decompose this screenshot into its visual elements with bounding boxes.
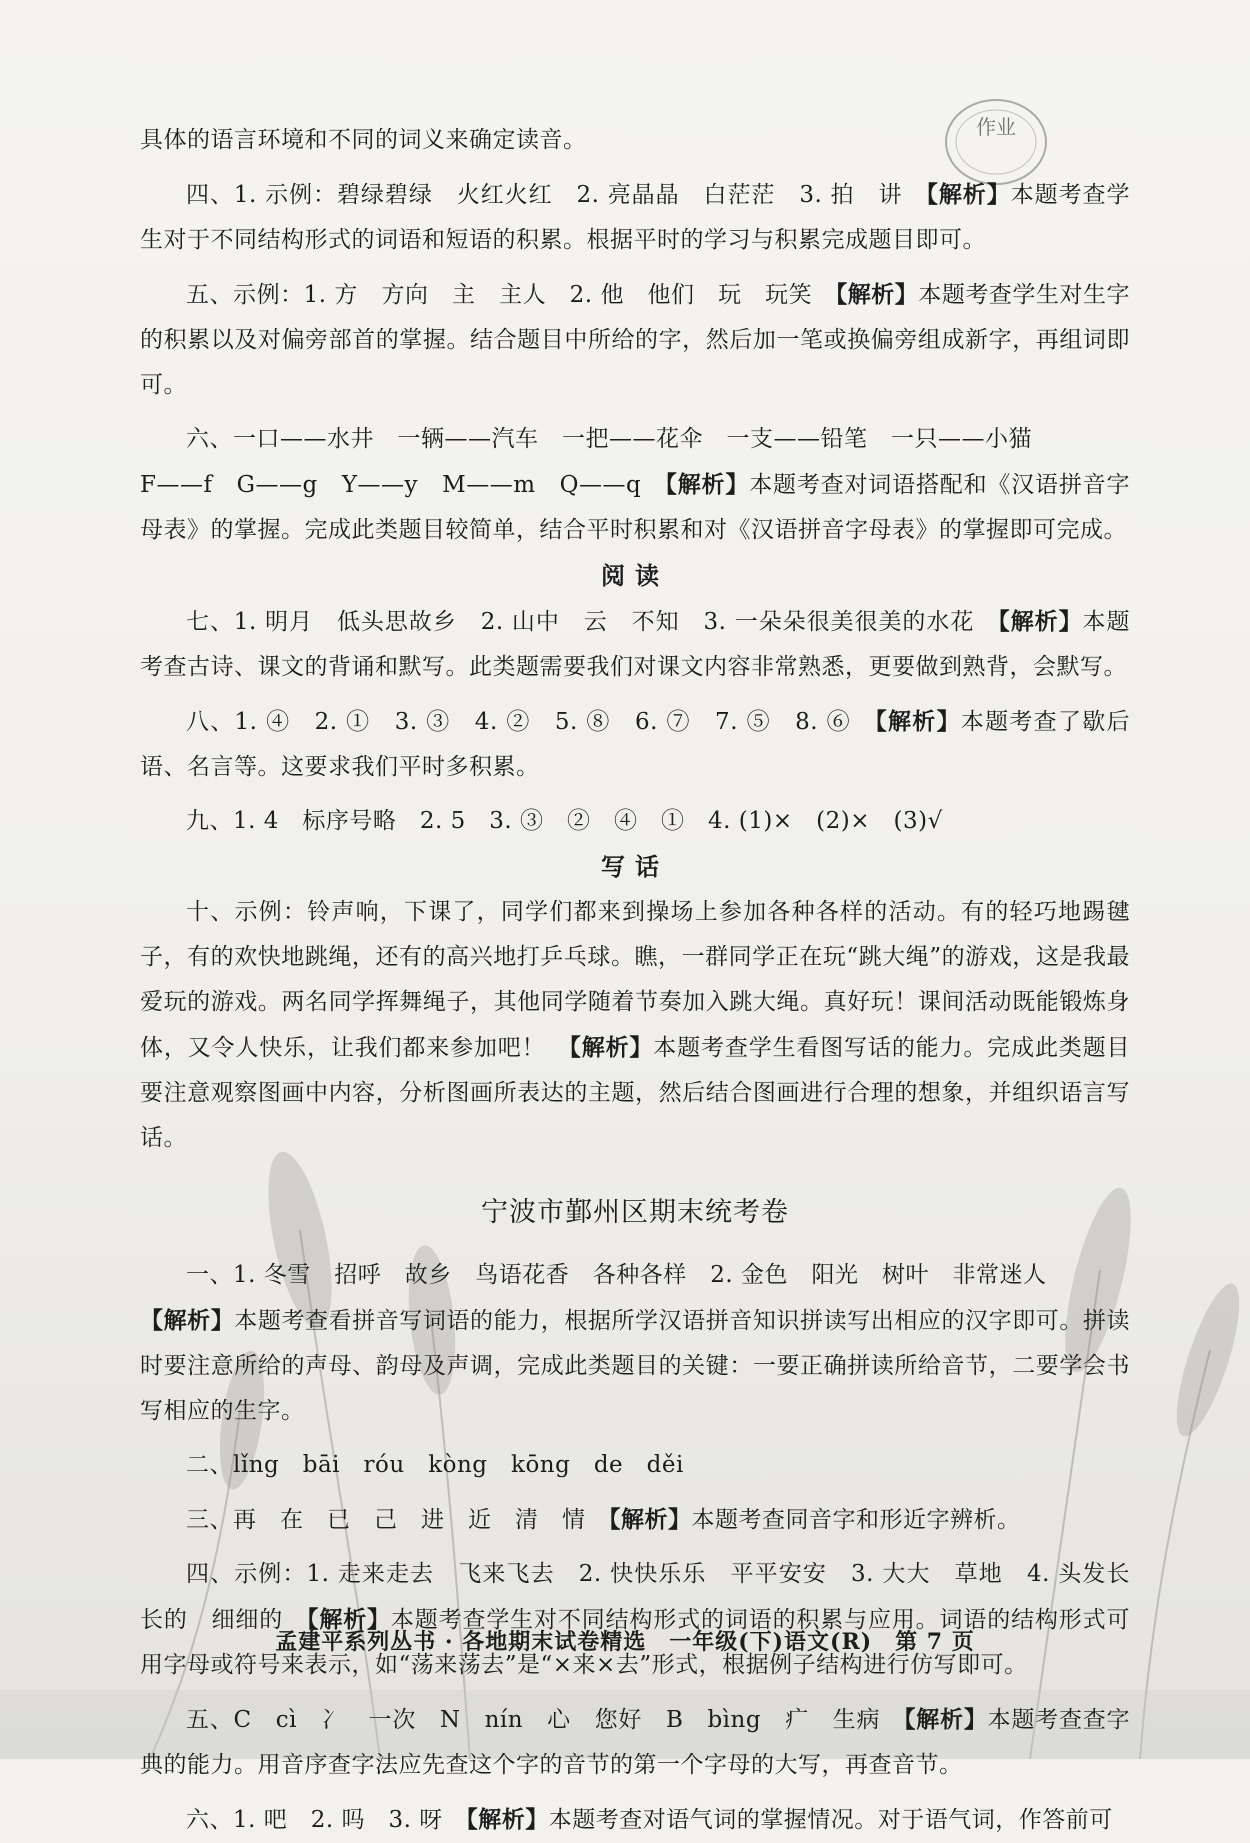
analysis-tag: 【解析】	[466, 1806, 549, 1833]
exam-title: 宁波市鄞州区期末统考卷	[481, 1197, 789, 1228]
analysis-tag: 【解析】	[998, 608, 1083, 635]
answer-ten: 十、示例：铃声响，下课了，同学们都来到操场上参加各种各样的活动。有的轻巧地踢毽子，有的欢快地跳绳，还有的高兴地打乒乓球。瞧，一群同学正在玩“跳大绳”的游戏，这是我最爱玩的游戏。两名同学挥舞绳子，其他同学随着节奏加入跳大绳。真好玩！课间活动既能锻炼身体，又令人快乐，让我们都来参加吧！ 【解析】本题考查学生看图写话的能力。完成此类题目要注意观察图画中内容，分析图画所表达的主题，然后结合图画进行合理的想象，并组织语言写话。	[140, 899, 1131, 1151]
answer-four: 四、1. 示例：碧绿碧绿 火红火红 2. 亮晶晶 白茫茫 3. 拍 讲 【解析】本题考查学生对于不同结构形式的词语和短语的积累。根据平时的学习与积累完成题目即可。	[140, 181, 1130, 253]
analysis-tag: 【解析】	[904, 1706, 988, 1733]
answer-five: 五、示例：1. 方 方向 主 主人 2. 他 他们 玩 玩笑 【解析】本题考查学生对生字的积累以及对偏旁部首的掌握。结合题目中所给的字，然后加一笔或换偏旁组成新字，再组词即可。	[140, 281, 1131, 398]
analysis-tag: 【解析】	[609, 1506, 692, 1533]
page-footer: 孟建平系列丛书 · 各地期末试卷精选 一年级(下)语文(R) 第 7 页	[275, 1629, 975, 1655]
exam-answer-one: 一、1. 冬雪 招呼 故乡 鸟语花香 各种各样 2. 金色 阳光 树叶 非常迷人	[186, 1262, 1047, 1288]
analysis-tag: 【解析】	[835, 281, 919, 308]
exam-answer-four: 四、示例：1. 走来走去 飞来飞去 2. 快快乐乐 平平安安 3. 大大 草地 4. 头发长长的 细细的 【解析】本题考查学生对不同结构形式的词语的积累与应用。词语的结构形式可用字母或符号来表示，如“荡来荡去”是“×来×去”形式，根据例子结构进行仿写即可。	[140, 1561, 1131, 1678]
analysis-tag: 【解析】	[569, 1034, 654, 1061]
answer-content	[140, 118, 1130, 1843]
answer-eight: 八、1. ④ 2. ① 3. ③ 4. ② 5. ⑧ 6. ⑦ 7. ⑤ 8. ⑥ 【解析】本题考查了歇后语、名言等。这要求我们平时多积累。	[140, 708, 1131, 780]
analysis-tag: 【解析】	[875, 708, 961, 735]
analysis-tag: 【解析】	[306, 1606, 391, 1633]
exam-answer-six: 六、1. 吧 2. 吗 3. 呀 【解析】本题考查对语气词的掌握情况。对于语气词，作答前可	[186, 1806, 1113, 1833]
answer-seven: 七、1. 明月 低头思故乡 2. 山中 云 不知 3. 一朵朵很美很美的水花 【解析】本题考查古诗、课文的背诵和默写。此类题需要我们对课文内容非常熟悉，更要做到熟背，会默写。	[140, 608, 1130, 680]
section-heading-writing: 写话	[601, 852, 669, 881]
answer-six-cont: F——f G——g Y——y M——m Q——q 【解析】本题考查对词语搭配和《汉语拼音字母表》的掌握。完成此类题目较简单，结合平时积累和对《汉语拼音字母表》的掌握即可完成。	[140, 471, 1131, 543]
answer-nine: 九、1. 4 标序号略 2. 5 3. ③ ② ④ ① 4. (1)× (2)× (3)√	[186, 808, 943, 834]
para-reading-note: 具体的语言环境和不同的词义来确定读音。	[140, 127, 587, 153]
analysis-tag: 【解析】	[140, 1307, 235, 1334]
section-heading-reading: 阅读	[601, 561, 669, 590]
analysis-tag: 【解析】	[926, 181, 1011, 208]
exam-answer-three: 三、再 在 已 己 进 近 清 情 【解析】本题考查同音字和形近字辨析。	[186, 1506, 1021, 1533]
exam-answer-five: 五、C cì 冫 一次 N nín 心 您好 B bìng 疒 生病 【解析】本题考查查字典的能力。用音序查字法应先查这个字的音节的第一个字母的大写，再查音节。	[140, 1706, 1130, 1778]
stamp-text: 作业	[976, 115, 1016, 139]
exam-answer-one-analysis: 【解析】本题考查看拼音写词语的能力，根据所学汉语拼音知识拼读写出相应的汉字即可。拼读时要注意所给的声母、韵母及声调，完成此类题目的关键：一要正确拼读所给音节，二要学会书写相应的生字。	[140, 1307, 1131, 1424]
answer-six: 六、一口——水井 一辆——汽车 一把——花伞 一支——铅笔 一只——小猫	[186, 426, 1032, 452]
analysis-tag: 【解析】	[665, 471, 750, 498]
exam-answer-two: 二、lǐng bāi róu kòng kōng de děi	[186, 1452, 684, 1478]
